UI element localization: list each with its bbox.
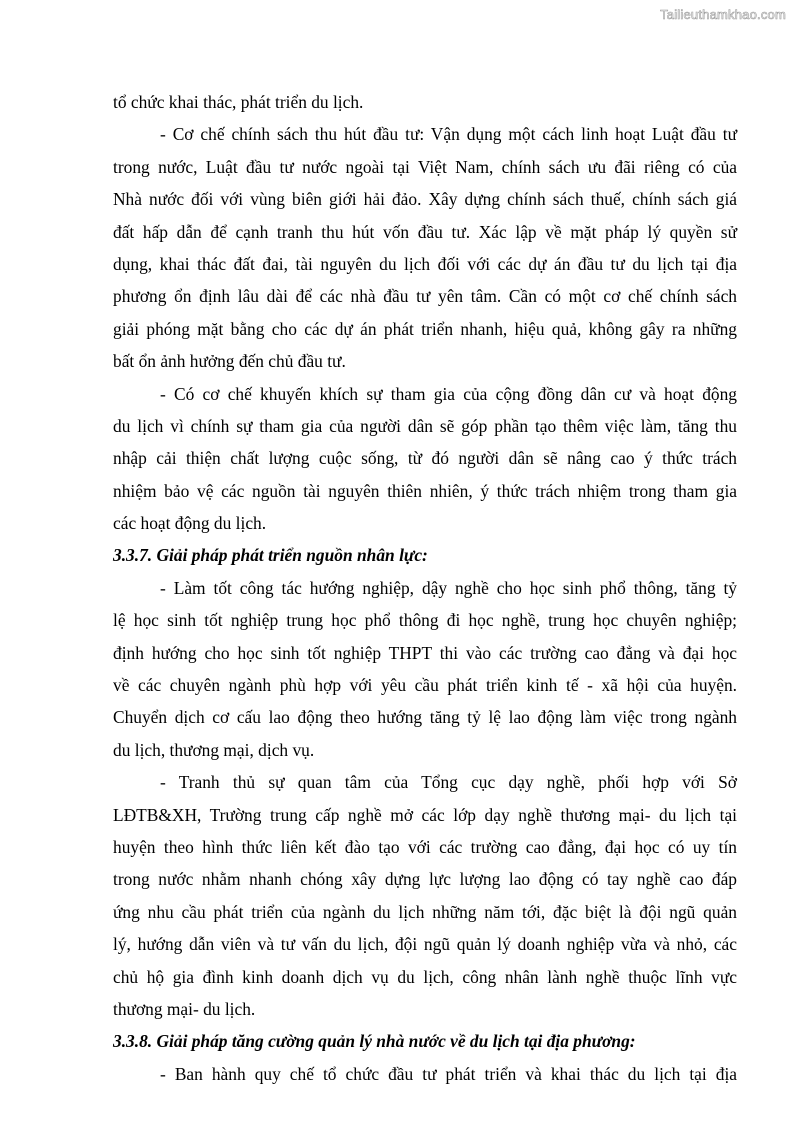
paragraph-line: - Làm tốt công tác hướng nghiệp, dậy nghề cho học sinh phổ thông, tăng tỷ [160,577,737,598]
paragraph-line: giải phóng mặt bằng cho các dự án phát triển nhanh, hiệu quả, không gây ra những [113,318,737,339]
paragraph-line: phương ổn định lâu dài để các nhà đầu tư yên tâm. Cần có một cơ chế chính sách [113,286,737,307]
paragraph-line: ứng nhu cầu phát triển của ngành du lịch những năm tới, đặc biệt là đội ngũ quản [113,901,737,922]
document-page [113,86,737,1090]
paragraph-line: Nhà nước đối với vùng biên giới hải đảo. Xây dựng chính sách thuế, chính sách giá [113,189,737,210]
paragraph-line: thương mại- du lịch. [113,998,256,1019]
paragraph-line: đất hấp dẫn để cạnh tranh thu hút vốn đầu tư. Xác lập về mặt pháp lý quyền sử [113,221,737,242]
paragraph-line: Chuyển dịch cơ cấu lao động theo hướng tăng tỷ lệ lao động làm việc trong ngành [113,707,737,728]
watermark: Tailieuthamkhao.com [660,7,786,22]
paragraph-line: định hướng cho học sinh tốt nghiệp THPT thi vào các trường cao đẳng và đại học [113,642,737,663]
paragraph-line: - Cơ chế chính sách thu hút đầu tư: Vận dụng một cách linh hoạt Luật đầu tư [160,124,737,145]
paragraph-line: trong nước nhằm nhanh chóng xây dựng lực lượng lao động có tay nghề cao đáp [113,869,737,890]
section-heading: 3.3.7. Giải pháp phát triển nguồn nhân lực: [113,545,428,566]
paragraph-line: lệ học sinh tốt nghiệp trung học phổ thông đi học nghề, trung học chuyên nghiệp; [113,610,737,631]
paragraph-line: du lịch vì chính sự tham gia của người dân sẽ góp phần tạo thêm việc làm, tăng thu [113,415,737,436]
paragraph-line: về các chuyên ngành phù hợp với yêu cầu phát triển kinh tế - xã hội của huyện. [113,675,737,696]
paragraph-line: chủ hộ gia đình kinh doanh dịch vụ du lịch, công nhân lành nghề thuộc lĩnh vực [113,966,737,987]
paragraph-line: - Ban hành quy chế tổ chức đầu tư phát triển và khai thác du lịch tại địa [160,1063,737,1084]
paragraph-line: - Có cơ chế khuyến khích sự tham gia của cộng đồng dân cư và hoạt động [160,383,737,404]
section-heading: 3.3.8. Giải pháp tăng cường quản lý nhà nước về du lịch tại địa phương: [113,1031,636,1052]
paragraph-line: nhập cải thiện chất lượng cuộc sống, từ đó người dân sẽ nâng cao ý thức trách [113,448,737,469]
paragraph-line: các hoạt động du lịch. [113,513,267,534]
paragraph-line: nhiệm bảo vệ các nguồn tài nguyên thiên nhiên, ý thức trách nhiệm trong tham gia [113,480,737,501]
paragraph-line: dụng, khai thác đất đai, tài nguyên du lịch đối với các dự án đầu tư du lịch tại địa [113,253,737,274]
paragraph-line: LĐTB&XH, Trường trung cấp nghề mở các lớp dạy nghề thương mại- du lịch tại [113,804,737,825]
paragraph-line: huyện theo hình thức liên kết đào tạo với các trường cao đẳng, đại học có uy tín [113,836,737,857]
paragraph-line: lý, hướng dẫn viên và tư vấn du lịch, đội ngũ quản lý doanh nghiệp vừa và nhỏ, các [113,934,737,955]
paragraph-line: trong nước, Luật đầu tư nước ngoài tại Việt Nam, chính sách ưu đãi riêng có của [113,156,737,177]
paragraph-line: du lịch, thương mại, dịch vụ. [113,739,315,760]
paragraph-line: - Tranh thủ sự quan tâm của Tổng cục dạy nghề, phối hợp với Sở [160,772,737,793]
paragraph-line: tổ chức khai thác, phát triển du lịch. [113,92,364,112]
paragraph-line: bất ổn ảnh hưởng đến chủ đầu tư. [113,351,346,372]
